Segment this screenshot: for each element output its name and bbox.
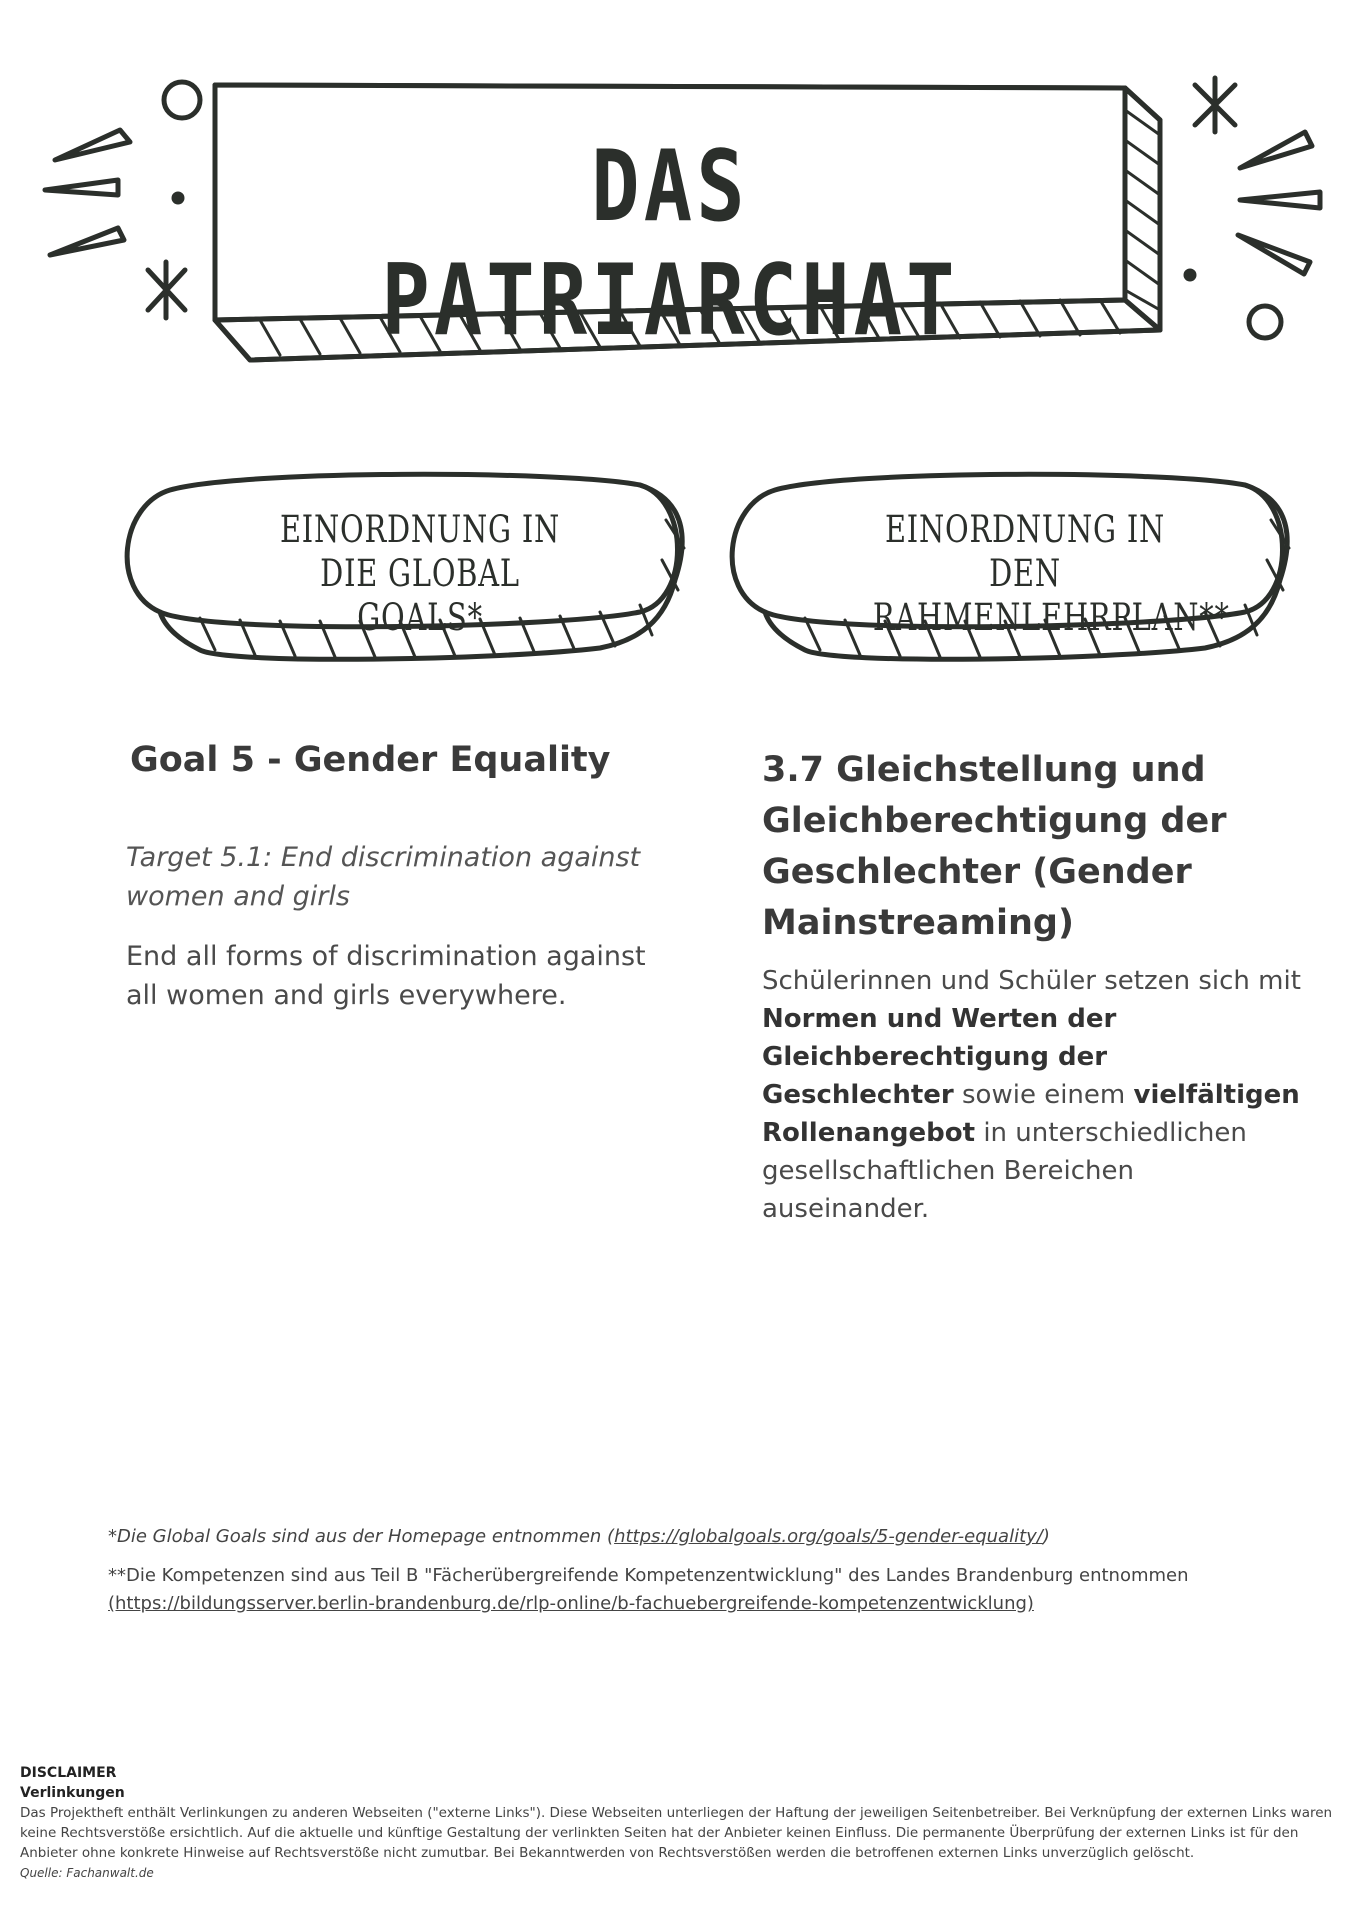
pill-rahmenlehrplan: EINORDNUNG IN DEN RAHMENLEHRPLAN** — [872, 508, 1230, 639]
pill-global-goals: EINORDNUNG IN DIE GLOBAL GOALS* — [279, 508, 561, 639]
curriculum-body — [762, 962, 1302, 1228]
goal-body: End all forms of discrimination against all women and girls everywhere. — [126, 941, 646, 1011]
footnote-2 — [108, 1562, 1308, 1618]
footnote-1-text: *Die Global Goals sind aus der Homepage entnommen ( — [108, 1526, 615, 1547]
curriculum-body-1: Schülerinnen und Schüler setzen sich mit — [762, 966, 1301, 996]
curriculum-body-bold-1: Normen und Werten der Gleichberechtigung der Geschlechter — [762, 1004, 1117, 1110]
disclaimer-title: DISCLAIMER — [20, 1765, 117, 1781]
curriculum-body-2: sowie einem — [953, 1080, 1134, 1110]
target-text: Target 5.1: End discrimination against women and girls — [126, 842, 641, 912]
footnote-2-text: **Die Kompetenzen sind aus Teil B "Fächerübergreifende Kompetenzentwicklung" des Landes Brandenburg entnommen — [108, 1565, 1189, 1586]
disclaimer-subtitle: Verlinkungen — [20, 1785, 125, 1801]
footnote-1-close: ) — [1042, 1526, 1050, 1547]
disclaimer-text: Das Projektheft enthält Verlinkungen zu anderen Webseiten ("externe Links"). Diese Webseiten unterliegen der Haftung der jeweiligen Seitenbetreiber. Bei Verknüpfung der externen Links waren keine Rechtsverstöße ersichtlich. Auf die aktuelle und künftige Gestaltung der verlinkten Seiten hat der Anbieter keinen Einfluss. Die permanente Überprüfung der externen Links ist für den Anbieter ohne konkrete Hinweise auf Rechtsverstöße nicht zumutbar. Bei Bekanntwerden von Rechtsverstößen werden die betroffenen externen Links unverzüglich gelöscht. — [20, 1805, 1333, 1861]
curriculum-heading: 3.7 Gleichstellung und Gleichberechtigung der Geschlechter (Gender Mainstreaming) — [762, 750, 1227, 943]
footnote-1-link[interactable]: https://globalgoals.org/goals/5-gender-equality/ — [614, 1526, 1043, 1547]
curriculum-body-3: in unterschiedlichen gesellschaftlichen Bereichen auseinander. — [762, 1118, 1247, 1224]
disclaimer-source: Quelle: Fachanwalt.de — [20, 1866, 154, 1880]
footnote-1 — [108, 1523, 1308, 1551]
disclaimer — [20, 1763, 1335, 1883]
goal-heading: Goal 5 - Gender Equality — [130, 740, 611, 780]
footnote-2-link[interactable]: (https://bildungsserver.berlin-brandenburg.de/rlp-online/b-fachuebergreifende-kompetenzentwicklung) — [108, 1593, 1034, 1614]
curriculum-body-bold-2: vielfältigen Rollenangebot — [762, 1080, 1300, 1148]
page-title: DAS PATRIARCHAT — [381, 130, 959, 358]
